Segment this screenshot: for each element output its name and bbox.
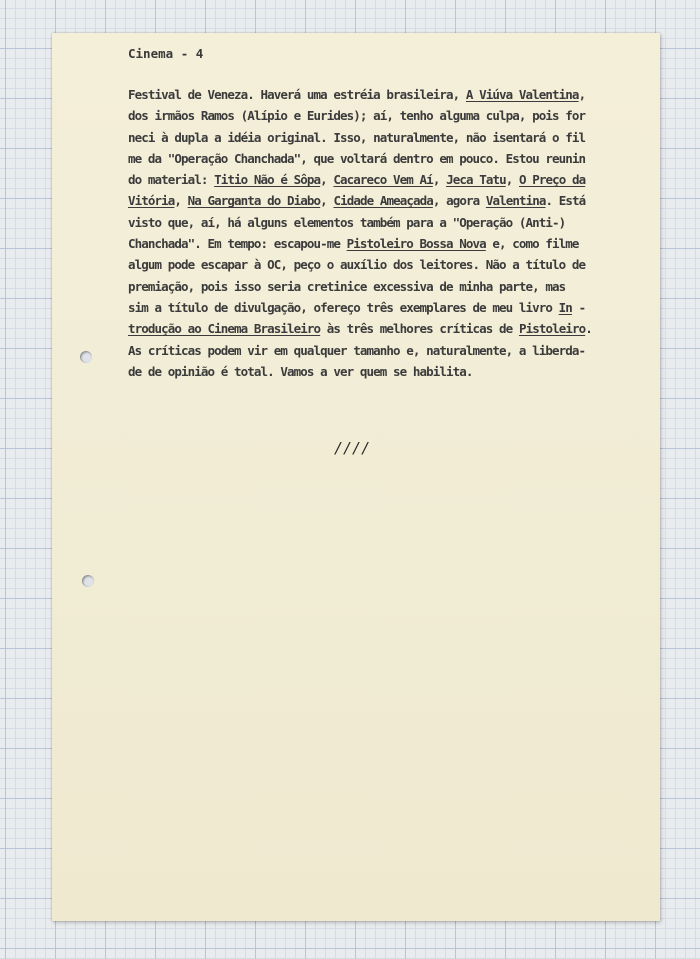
text-line — [128, 361, 648, 382]
end-mark: //// — [334, 439, 371, 457]
text-segment: neci à dupla a idéia original. Isso, naturalmente, não isentará o fil — [128, 129, 586, 145]
header-separator: - — [180, 46, 189, 61]
text-segment: , — [320, 193, 334, 209]
text-line — [128, 127, 648, 148]
text-segment: , agora — [432, 193, 486, 209]
header-title: Cinema — [128, 46, 174, 61]
underlined-title: Jeca Tatu — [446, 172, 506, 188]
text-segment: , — [174, 193, 188, 209]
text-line — [128, 340, 648, 361]
text-segment: premiação, pois isso seria cretinice excessiva de minha parte, mas — [128, 278, 566, 294]
text-segment: algum pode escapar à OC, peço o auxílio dos leitores. Não a título de — [128, 257, 586, 273]
text-line — [128, 190, 648, 211]
text-segment: de de opinião é total. Vamos a ver quem se habilita. — [128, 363, 473, 379]
text-line — [128, 297, 648, 318]
body-text — [128, 84, 648, 382]
punch-hole — [82, 575, 94, 587]
text-segment: , — [505, 172, 519, 188]
text-segment: Chanchada". Em tempo: escapou-me — [128, 236, 347, 252]
text-segment: me da "Operação Chanchada", que voltará dentro em pouco. Estou reunin — [128, 150, 586, 166]
text-segment: , — [432, 172, 447, 188]
underlined-title: Cacareco Vem Aí — [333, 172, 433, 188]
text-line — [128, 84, 648, 105]
text-segment: do material: — [128, 172, 215, 188]
underlined-title: Titio Não é Sôpa — [214, 172, 321, 188]
underlined-title: Pistoleiro Bossa Nova — [346, 236, 486, 252]
text-line — [128, 105, 648, 126]
text-line — [128, 169, 648, 190]
underlined-title: Valentina — [485, 193, 546, 209]
text-line — [128, 212, 648, 233]
page-header — [128, 46, 203, 61]
underlined-title: Vitória — [128, 193, 175, 209]
text-line — [128, 318, 648, 339]
text-segment: . — [585, 321, 592, 337]
text-line — [128, 148, 648, 169]
text-segment: dos irmãos Ramos (Alípio e Eurides); aí, tenho alguma culpa, pois for — [128, 108, 586, 124]
text-segment: As críticas podem vir em qualquer tamanho e, naturalmente, a liberda- — [128, 342, 586, 358]
underlined-title: Cidade Ameaçada — [333, 193, 433, 209]
text-line — [128, 233, 648, 254]
text-line — [128, 276, 648, 297]
underlined-title: A Viúva Valentina — [465, 87, 579, 102]
underlined-title: Na Garganta do Diabo — [187, 193, 321, 209]
text-segment: sim a título de divulgação, ofereço três exemplares de meu livro — [128, 299, 559, 315]
text-segment: . Está — [545, 193, 586, 209]
paper-sheet — [52, 33, 660, 921]
text-line — [128, 254, 648, 275]
text-segment: visto que, aí, há alguns elementos também para a "Operação (Anti-) — [128, 214, 566, 230]
page-number: 4 — [195, 46, 204, 61]
text-segment: , — [320, 172, 334, 188]
underlined-title: Pistoleiro — [518, 321, 586, 337]
text-segment: às três melhores críticas de — [320, 321, 519, 337]
underlined-title: trodução ao Cinema Brasileiro — [128, 321, 321, 337]
punch-hole — [80, 351, 92, 363]
underlined-title: In — [558, 299, 572, 315]
text-segment: e, como filme — [485, 236, 579, 252]
text-segment: - — [571, 299, 586, 315]
text-segment: , — [578, 87, 586, 102]
underlined-title: O Preço da — [518, 172, 586, 188]
text-segment: Festival de Veneza. Haverá uma estréia brasileira, — [128, 87, 466, 102]
